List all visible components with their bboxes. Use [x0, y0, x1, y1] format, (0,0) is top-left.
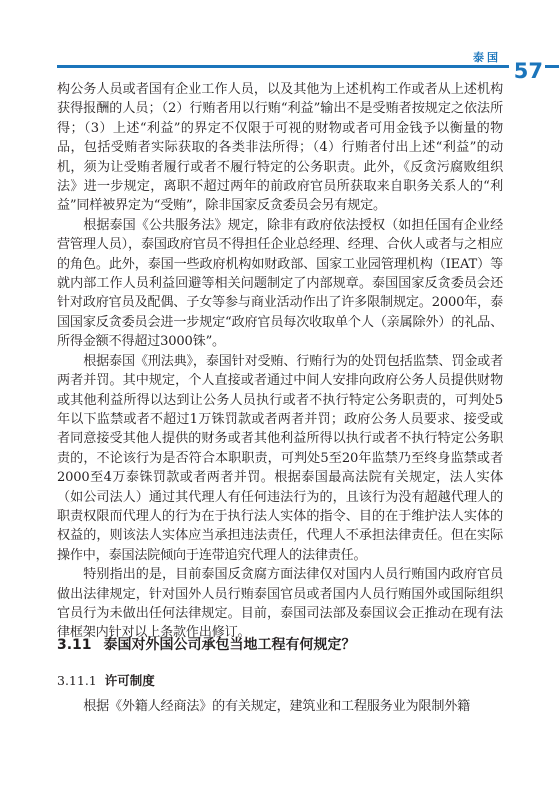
paragraph-public-service-law: 根据泰国《公共服务法》规定，除非有政府依法授权（如担任国有企业经营管理人员），泰国政府官员不得担任企业总经理、经理、合伙人或者与之相应的角色。此外，泰国一些政府机构如财政部、国家工业园管理机构（IEAT）等就内部工作人员利益回避等相关问题制定了内部规章。泰国国家反贪委员会还针对政府官员及配偶、子女等参与商业活动作出了许多限制规定。2000年，泰国国家反贪委员会进一步规定“政府官员每次收取单个人（亲属除外）的礼品、所得金额不得超过3000铢”。 — [57, 217, 503, 350]
body-text — [57, 80, 503, 643]
paragraph-continued: 构公务人员或者国有企业工作人员，以及其他为上述机构工作或者从上述机构获得报酬的人员；（2）行贿者用以行贿“利益”输出不是受贿者按规定之依法所得；（3）上述“利益”的界定不仅限于可视的财物或者可用金钱予以衡量的物品，包括受贿者实际获取的各类非法所得；（4）行贿者付出上述“利益”的动机，须为让受贿者履行或者不履行特定的公务职责。此外，《反贪污腐败组织法》进一步规定，离职不超过两年的前政府官员所获取来自职务关系人的“利益”同样被界定为“受贿”，除非国家反贪委员会另有规定。 — [57, 82, 503, 214]
paragraph-special-note: 特别指出的是，目前泰国反贪腐方面法律仅对国内人员行贿国内政府官员做出法律规定，针对国外人员行贿泰国官员或者国内人员行贿国外或国际组织官员行为未做出任何法律规定。目前，泰国司法部及泰国议会正推动在现有法律框架内针对以上条款作出修订。 — [57, 567, 503, 641]
subsection-title: 许可制度 — [104, 673, 155, 688]
paragraph-foreign-business-act: 根据《外籍人经商法》的有关规定，建筑业和工程服务业为限制外籍 — [83, 699, 470, 714]
paragraph-criminal-code: 根据泰国《刑法典》，泰国针对受贿、行贿行为的处罚包括监禁、罚金或者两者并罚。其中规定，个人直接或者通过中间人安排向政府公务人员提供财物或其他利益所得以达到让公务人员执行或者不执行特定公务职责的，可判处5年以下监禁或者不超过1万铢罚款或者两者并罚；政府公务人员要求、接受或者同意接受其他人提供的财务或者其他利益所得以执行或者不执行特定公务职责的，不论该行为是否符合本职职责，可判处5至20年监禁乃至终身监禁或者2000至4万泰铢罚款或者两者并罚。根据泰国最高法院有关规定，法人实体（如公司法人）通过其代理人有任何违法行为的，且该行为没有超越代理人的职责权限而代理人的行为在于执行法人实体的指令、目的在于维护法人实体的权益的，则该法人实体应当承担违法责任，代理人不承担法律责任。但在实际操作中，泰国法院倾向于连带追究代理人的法律责任。 — [57, 353, 503, 563]
subsection-heading — [57, 671, 503, 689]
header-rule — [57, 65, 559, 68]
subsection-number: 3.11.1 — [57, 673, 97, 688]
running-header-country: 泰国 — [473, 51, 501, 64]
page-number: 57 — [509, 59, 545, 83]
section-number: 3.11 — [57, 637, 92, 653]
section-heading — [57, 634, 503, 654]
section-title: 泰国对外国公司承包当地工程有何规定？ — [103, 637, 356, 653]
